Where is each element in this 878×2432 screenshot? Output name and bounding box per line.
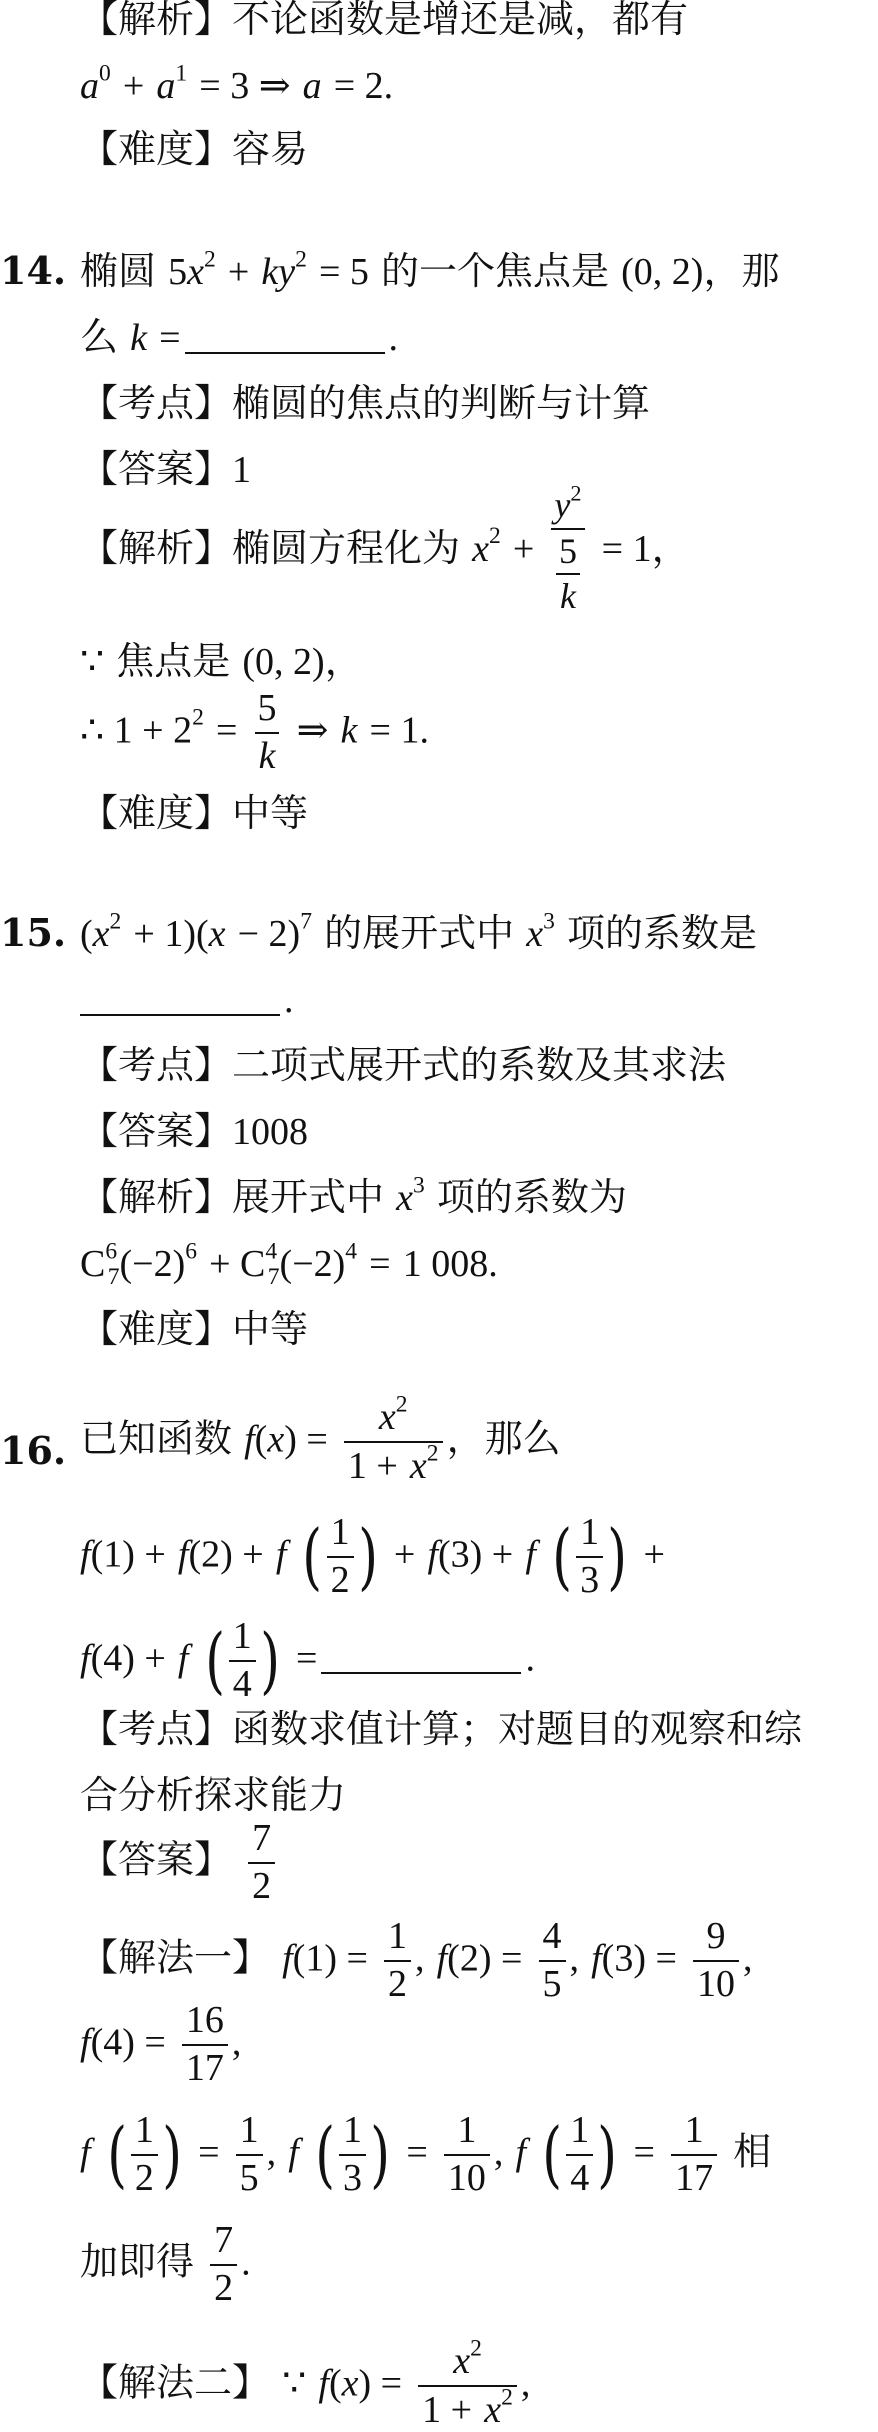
q14-analysis-line: 【解析】椭圆方程化为 $x^2$ + $\frac{y^2}{\frac{5}{k}}$ = 1， <box>80 480 690 617</box>
difficulty-value: 中等 <box>232 1307 309 1351</box>
q14-point-line <box>80 381 651 425</box>
difficulty-tag: 【难度】 <box>80 791 233 835</box>
q16-number: 16. <box>0 1428 67 1473</box>
point-text: 二项式展开式的系数及其求法 <box>232 1043 727 1087</box>
q16-method1-line2: f(4) = $\frac{16}{17}$ , <box>80 1999 242 2089</box>
prev-analysis-line <box>80 0 689 41</box>
because-text: 焦点是 <box>116 639 231 683</box>
analysis-text: 不论函数是增还是减，都有 <box>232 0 689 41</box>
q16-point-line1 <box>80 1707 803 1751</box>
method1-tag: 【解法一】 <box>80 1935 271 1980</box>
q14-difficulty-line <box>80 791 309 835</box>
q16-stem-post: ，那么 <box>446 1416 561 1461</box>
analysis-tag: 【解析】 <box>80 0 233 41</box>
q15-point-line <box>80 1043 727 1087</box>
point-tag: 【考点】 <box>80 381 233 425</box>
method1-tail-word: 相 <box>733 2129 772 2174</box>
difficulty-tag: 【难度】 <box>80 1307 233 1351</box>
analysis-text: 椭圆方程化为 <box>232 525 461 570</box>
q14-number: 14. <box>0 248 67 293</box>
q14-stem-mid: 的一个焦点是 <box>381 249 610 293</box>
q16-point-line2 <box>80 1773 347 1817</box>
q14-because-line: ∵ 焦点是 (0, 2)， <box>80 639 363 683</box>
point-text-2: 合分析探求能力 <box>80 1773 347 1817</box>
prev-formula-line: $a^0 + a^1 = 3$ ⇒ a = 2. <box>80 60 394 107</box>
q16-stem-line2: f(1) + f(2) + f ( $\frac{1}{2}$ ) + f(3) + f ( $\frac{1}{3}$ ) + <box>80 1511 665 1601</box>
answer-value: 1008 <box>232 1111 309 1153</box>
q15-analysis-line: 【解析】展开式中 $x^3$ 项的系数为 <box>80 1172 627 1219</box>
point-text: 椭圆的焦点的判断与计算 <box>232 381 651 425</box>
difficulty-value: 容易 <box>232 127 309 171</box>
q15-answer-line <box>80 1109 309 1153</box>
q14-stem-line2: 么 k = . <box>80 315 399 359</box>
q16-stem-line3: f(4) + f ( $\frac{1}{4}$ ) = . <box>80 1615 535 1705</box>
q15-number: 15. <box>0 910 67 955</box>
q15-stem-post: 项的系数是 <box>566 911 757 955</box>
analysis-pre: 展开式中 <box>232 1175 385 1219</box>
result-value: 1 008 <box>402 1243 489 1285</box>
q16-stem-pre: 已知函数 <box>80 1416 233 1461</box>
q14-stem-line2-pre: 么 <box>80 315 119 359</box>
answer-tag: 【答案】 <box>80 1837 233 1882</box>
q14-stem-pre: 椭圆 <box>80 249 157 293</box>
q14-answer-line <box>80 447 252 491</box>
answer-value: 1 <box>232 449 252 491</box>
answer-blank <box>80 1014 280 1016</box>
q15-stem-line2: . <box>80 980 294 1019</box>
analysis-post: 项的系数为 <box>436 1175 627 1219</box>
point-tag: 【考点】 <box>80 1043 233 1087</box>
q14-therefore-line: ∴ $1 + 2^2$ = $\frac{5}{k}$ ⇒ k = 1. <box>80 687 429 777</box>
q14-stem-post: ，那 <box>703 249 780 293</box>
q16-answer-line <box>80 1818 279 1908</box>
q15-stem-mid: 的展开式中 <box>324 911 515 955</box>
answer-blank <box>185 352 385 354</box>
point-tag: 【考点】 <box>80 1707 233 1751</box>
method1-conclusion: 加即得 <box>80 2239 195 2284</box>
analysis-tag: 【解析】 <box>80 1175 233 1219</box>
answer-fraction: $\frac{7}{2}$ <box>248 1818 275 1908</box>
q16-method2-line1: 【解法二】 ∵ f(x) = $\frac{x^2}{1 + x^2}$ , <box>80 2335 531 2431</box>
analysis-tag: 【解析】 <box>80 525 233 570</box>
point-text-1: 函数求值计算；对题目的观察和综 <box>232 1707 803 1751</box>
q16-method1-line4: 加即得 $\frac{7}{2}$ . <box>80 2219 251 2309</box>
method2-tag: 【解法二】 <box>80 2360 271 2405</box>
difficulty-value: 中等 <box>232 791 309 835</box>
q15-difficulty-line <box>80 1307 309 1351</box>
answer-tag: 【答案】 <box>80 447 233 491</box>
prev-difficulty-line <box>80 127 309 171</box>
answer-tag: 【答案】 <box>80 1109 233 1153</box>
q16-method1-line3: f ( $\frac{1}{2}$ ) = $\frac{1}{5}$ , f ( $\frac{1}{3}$ ) = $\frac{1}{10}$ , f ( $\frac{1}{4}$ ) = $\frac{1}{17}$ 相 <box>80 2109 772 2199</box>
answer-blank <box>321 1672 521 1674</box>
difficulty-tag: 【难度】 <box>80 127 233 171</box>
q16-method1-line1: 【解法一】 f(1) = $\frac{1}{2}$ , f(2) = $\frac{4}{5}$ , f(3) = $\frac{9}{10}$ , <box>80 1915 753 2005</box>
q15-calc-line: $C^6_7(-2)^6 + C^4_7(-2)^4 = 1$ 008. <box>80 1238 498 1291</box>
